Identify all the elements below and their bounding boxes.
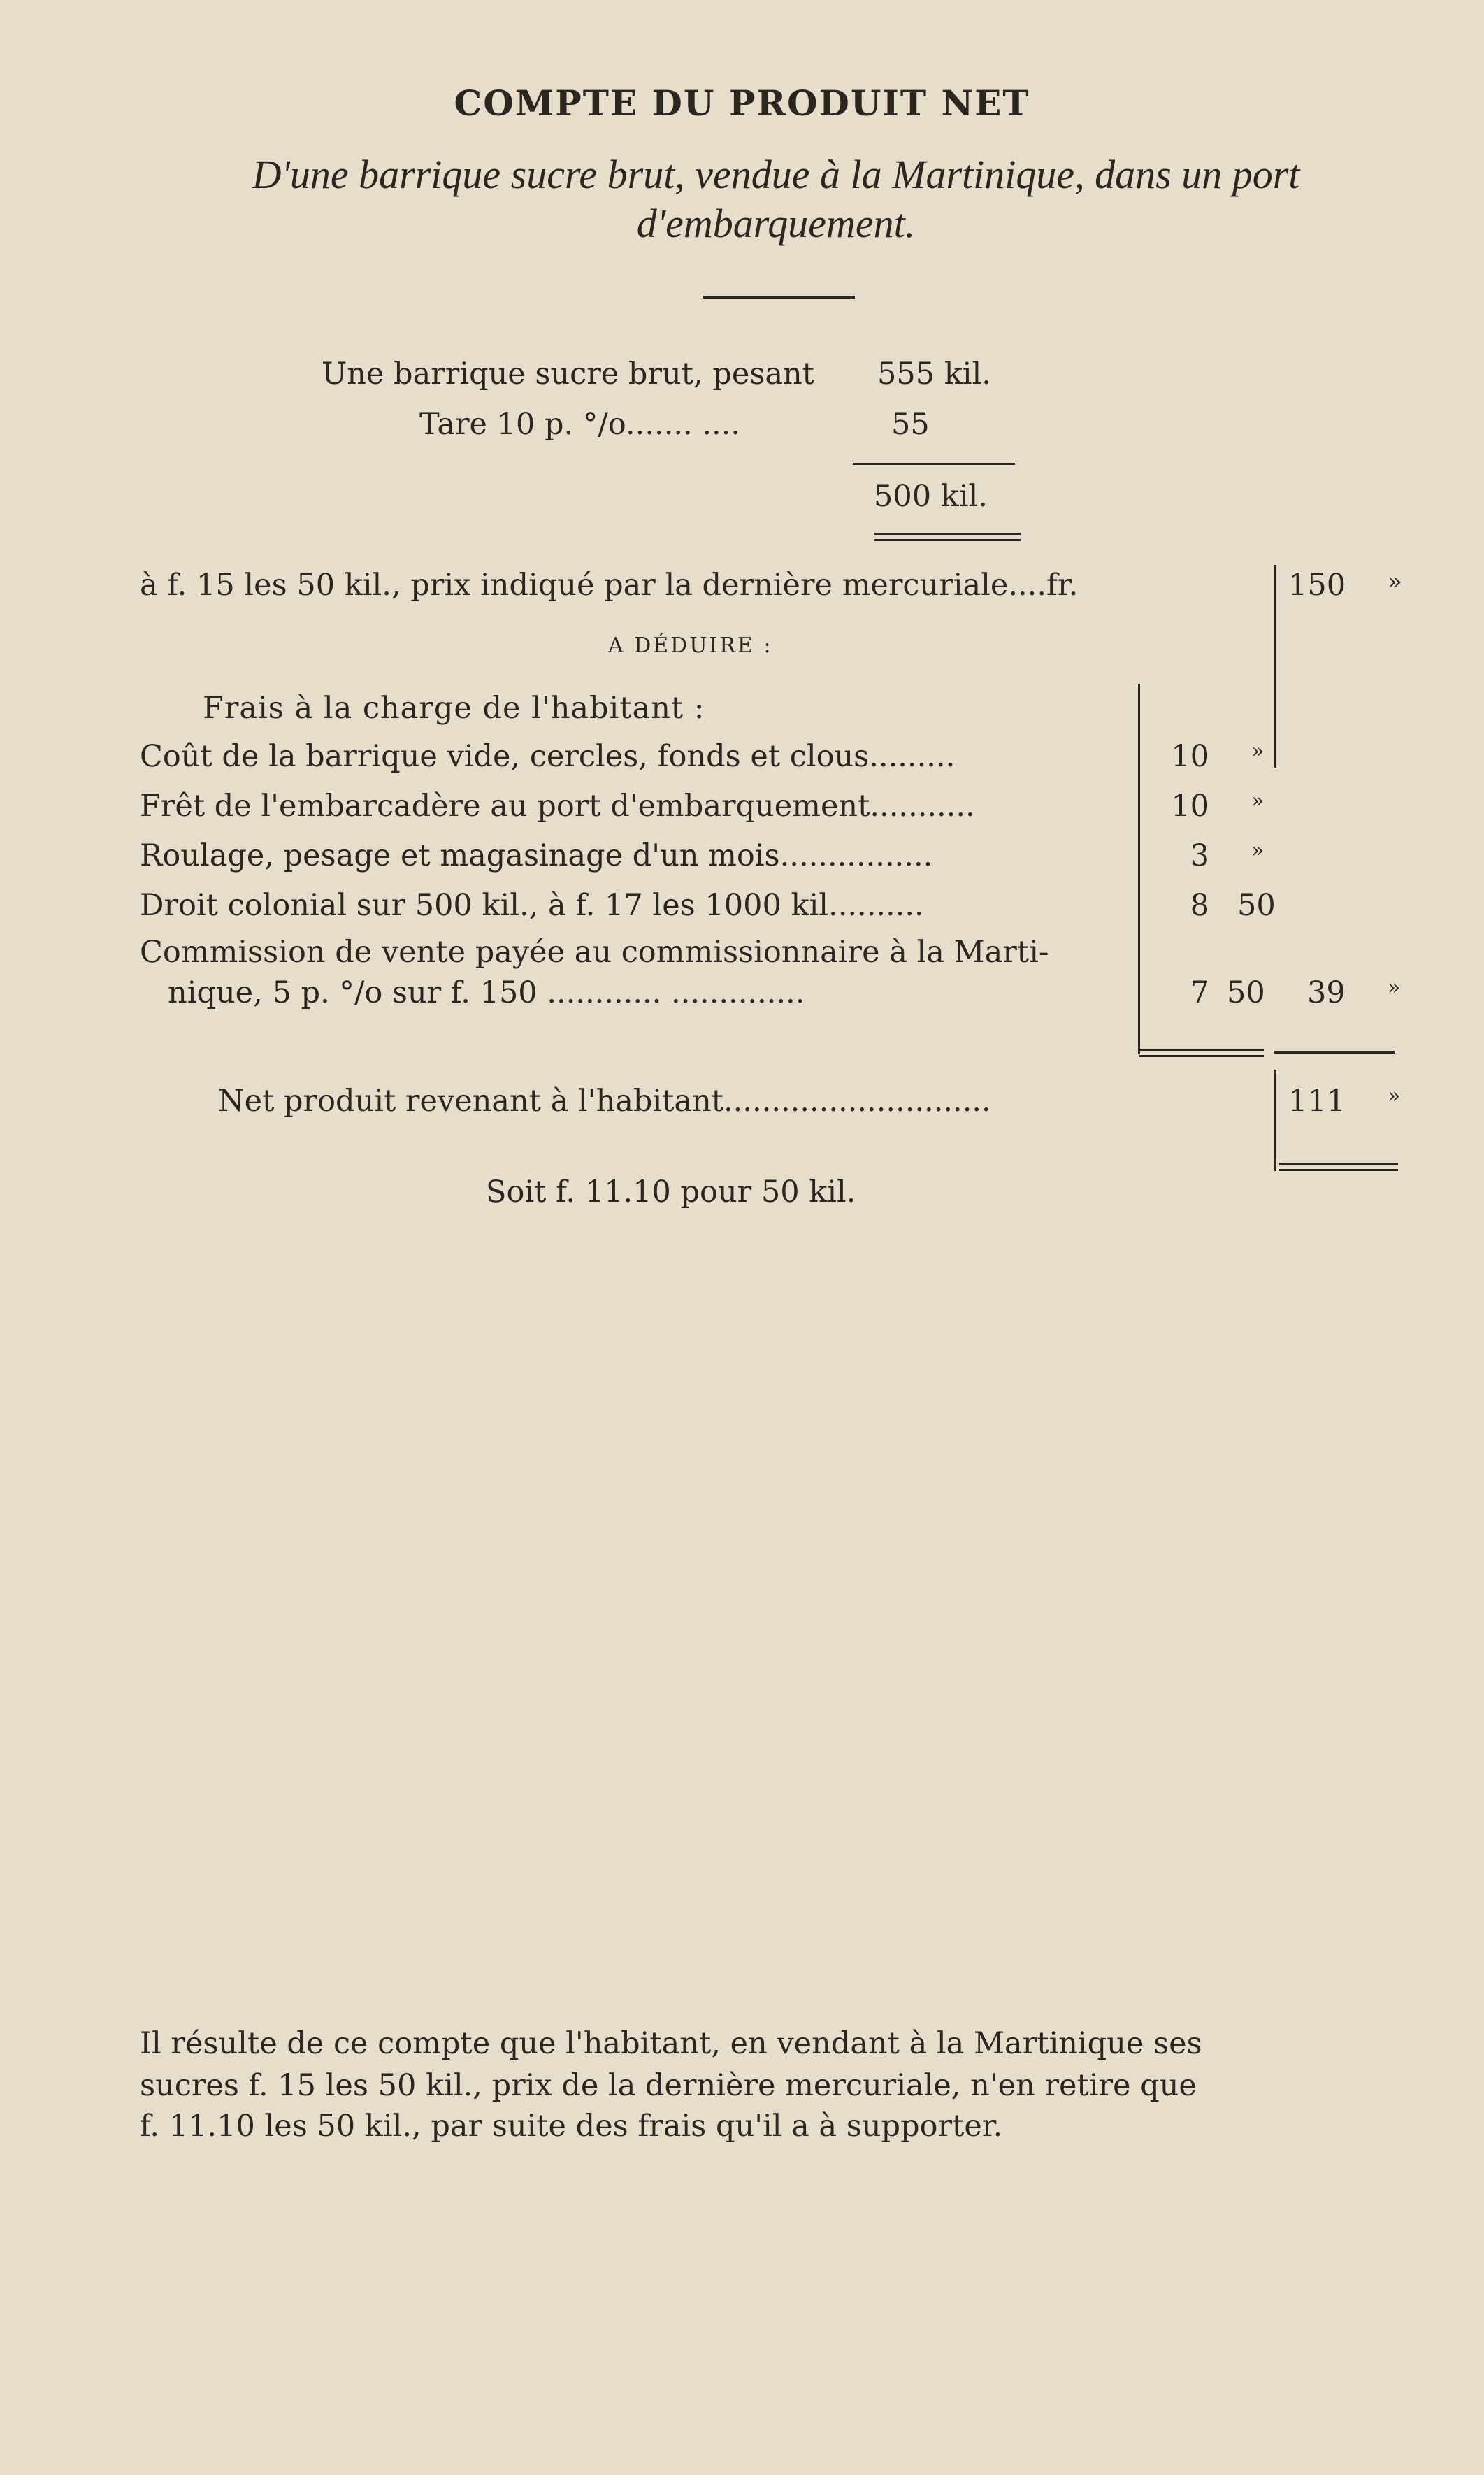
- fee-label-4: Droit colonial sur 500 kil., à f. 17 les 1000 kil..........: [140, 888, 924, 923]
- title-divider: [703, 296, 855, 299]
- net-mark: »: [1388, 1084, 1401, 1108]
- weight-line-2-value: 55: [891, 407, 930, 442]
- commission-line-1: Commission de vente payée au commissionnaire à la Marti-: [140, 935, 1049, 970]
- fees-sum-rule-1: [1139, 1049, 1264, 1051]
- weight-line-1-label: Une barrique sucre brut, pesant: [322, 357, 814, 392]
- weight-double-rule-2: [874, 539, 1021, 541]
- conclusion-line-2: sucres f. 15 les 50 kil., prix de la dernière mercuriale, n'en retire que: [140, 2068, 1197, 2103]
- fee-label-1: Coût de la barrique vide, cercles, fonds et clous.........: [140, 739, 956, 774]
- net-double-rule-2: [1279, 1169, 1398, 1171]
- weight-line-2-label: Tare 10 p. °/o....... ....: [419, 407, 741, 442]
- page-title: COMPTE DU PRODUIT NET: [454, 82, 1030, 124]
- amount-column-rule: [1274, 1070, 1276, 1171]
- fees-header: Frais à la charge de l'habitant :: [203, 691, 705, 726]
- deduct-header: A DÉDUIRE :: [608, 633, 773, 658]
- fee-cents-2: »: [1251, 789, 1265, 813]
- weight-total: 500 kil.: [874, 479, 988, 514]
- commission-cents: 50: [1227, 975, 1265, 1010]
- commission-value: 7: [1190, 975, 1209, 1010]
- fee-cents-4: 50: [1237, 888, 1276, 923]
- commission-line-2: nique, 5 p. °/o sur f. 150 ............ ..............: [168, 975, 805, 1010]
- fee-value-2: 10: [1171, 789, 1209, 824]
- price-line-mark: »: [1388, 568, 1402, 596]
- fees-total-mark: »: [1388, 975, 1401, 1000]
- fees-left-rule: [1138, 684, 1140, 1054]
- per-unit-note: Soit f. 11.10 pour 50 kil.: [486, 1175, 856, 1210]
- fee-cents-3: »: [1251, 838, 1265, 863]
- fee-label-2: Frêt de l'embarcadère au port d'embarquement...........: [140, 789, 975, 824]
- net-label: Net produit revenant à l'habitant............................: [218, 1084, 991, 1119]
- amount-sum-rule: [1274, 1051, 1395, 1054]
- conclusion-line-3: f. 11.10 les 50 kil., par suite des frais qu'il a à supporter.: [140, 2109, 1003, 2144]
- conclusion-line-1: Il résulte de ce compte que l'habitant, en vendant à la Martinique ses: [140, 2026, 1202, 2061]
- fee-cents-1: »: [1251, 739, 1265, 763]
- net-double-rule-1: [1279, 1163, 1398, 1165]
- fee-value-1: 10: [1171, 739, 1209, 774]
- page-subtitle: D'une barrique sucre brut, vendue à la Martinique, dans un port d'embarquement.: [252, 152, 1300, 246]
- fees-right-rule: [1274, 565, 1276, 768]
- fee-value-4: 8: [1190, 888, 1209, 923]
- price-line-text: à f. 15 les 50 kil., prix indiqué par la dernière mercuriale....fr.: [140, 568, 1079, 603]
- weight-sum-rule: [853, 463, 1015, 465]
- weight-double-rule-1: [874, 533, 1021, 535]
- fees-total: 39: [1307, 975, 1346, 1010]
- weight-line-1-value: 555 kil.: [877, 357, 991, 392]
- fee-value-3: 3: [1190, 838, 1209, 873]
- fee-label-3: Roulage, pesage et magasinage d'un mois................: [140, 838, 933, 873]
- net-amount: 111: [1288, 1084, 1346, 1119]
- fees-sum-rule-2: [1139, 1055, 1264, 1057]
- price-line-amount: 150: [1288, 568, 1346, 603]
